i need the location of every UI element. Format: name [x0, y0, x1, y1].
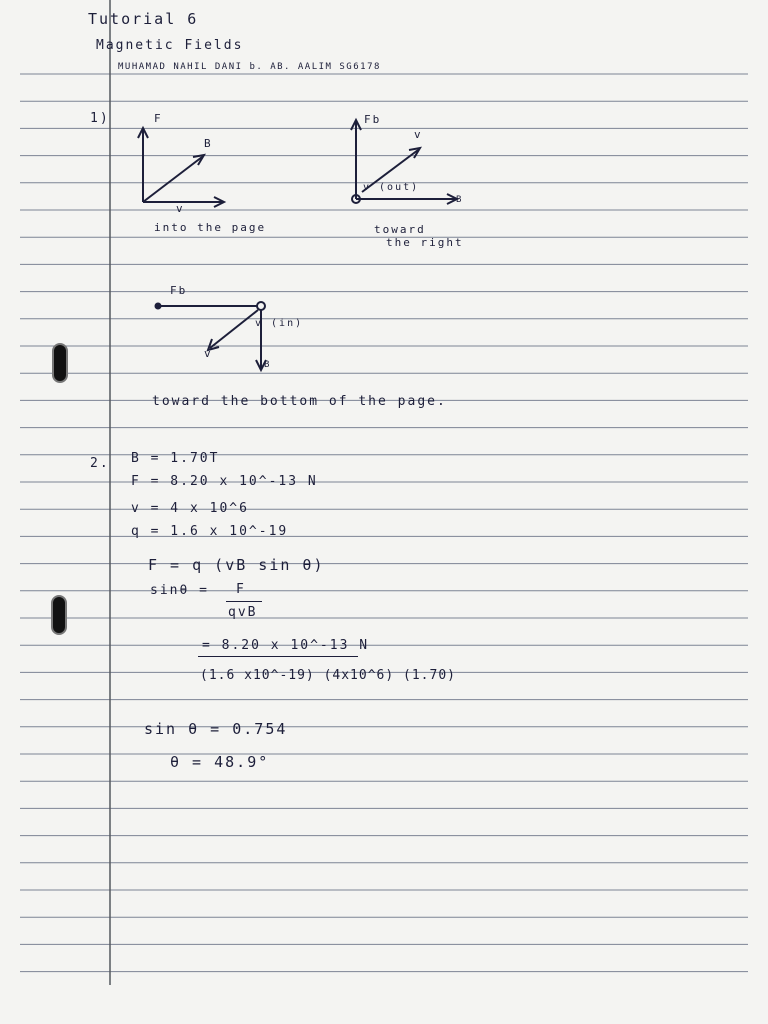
- q1c-caption: toward the bottom of the page.: [152, 394, 447, 409]
- q1a-field-label: B: [204, 137, 213, 150]
- binder-hole-bottom: [51, 595, 67, 635]
- q1b-caption-line2: the right: [386, 236, 464, 249]
- q2-given-force: F = 8.20 x 10^-13 N: [131, 474, 318, 489]
- q2-substitution-numerator: = 8.20 x 10^-13 N: [202, 638, 370, 653]
- q2-number: 2.: [90, 456, 110, 471]
- q1b-field-label: B: [456, 195, 464, 205]
- q1a-velocity-label: v: [176, 202, 185, 215]
- q2-equation-sin-denominator: qvB: [228, 605, 258, 620]
- page-topic: Magnetic Fields: [96, 38, 244, 53]
- q2-substitution-denominator: (1.6 x10^-19) (4x10^6) (1.70): [200, 668, 456, 683]
- q1b-velocity-note: v (out): [363, 182, 420, 193]
- q1-number: 1): [90, 111, 110, 126]
- q2-equation-sin-numerator: F: [236, 582, 246, 597]
- q1b-force-label: Fb: [364, 113, 382, 126]
- q2-equation-force: F = q (vB sin θ): [148, 556, 325, 574]
- q2-given-velocity: v = 4 x 10^6: [131, 501, 249, 516]
- q1c-velocity-note: v (in): [255, 318, 304, 329]
- q2-result-angle: θ = 48.9°: [170, 753, 270, 771]
- q1c-field-label: B: [264, 360, 272, 370]
- q2-equation-sin-lhs: sinθ =: [150, 583, 209, 598]
- q1a-caption: into the page: [154, 221, 267, 234]
- q2-fraction-bar-1: [226, 601, 262, 602]
- q2-result-sin: sin θ = 0.754: [144, 720, 288, 738]
- q2-given-field: B = 1.70T: [131, 451, 220, 466]
- q1a-force-label: F: [154, 112, 163, 125]
- binder-hole-top: [52, 343, 68, 383]
- page-title: Tutorial 6: [88, 10, 199, 28]
- ruled-lines: [20, 74, 748, 972]
- q1c-velocity-label: v: [204, 347, 213, 360]
- q1b-caption-line1: toward: [374, 223, 426, 236]
- q1c-force-label: Fb: [170, 284, 188, 297]
- q2-fraction-bar-2: [198, 656, 358, 657]
- q1b-velocity-label: v: [414, 128, 423, 141]
- q2-given-charge: q = 1.6 x 10^-19: [131, 524, 289, 539]
- student-name: MUHAMAD NAHIL DANI b. AB. AALIM SG6178: [118, 62, 381, 72]
